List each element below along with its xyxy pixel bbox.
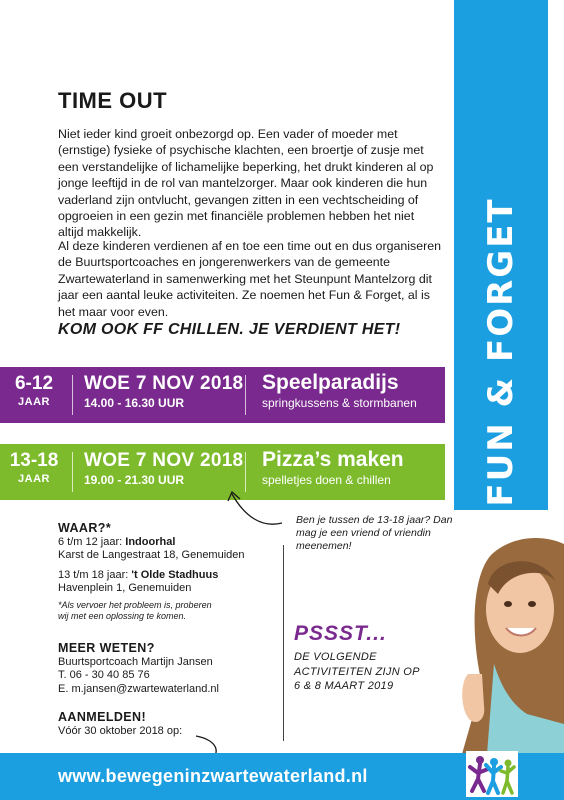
signup-section — [58, 711, 182, 738]
page-title: TIME OUT — [58, 88, 168, 113]
intro-paragraph: Niet ieder kind groeit onbezorgd op. Een vader of moeder met (ernstige) fysieke of psychische klachten, een broertje of zusje met een verstandelijke of lichamelijke beperking, het drukt kinderen al op jonge leeftijd in de rol van mantelzorger. Maar ook kinderen die hun vaderland zijn ontvlucht, gevangen zitten in een vechtscheiding of opgroeien in een gezin met financiële problemen hebben het niet altijd makkelijk. — [58, 127, 434, 240]
event-time: 19.00 - 21.30 UUR — [84, 473, 185, 487]
sidebar-title: FUN & FORGET — [481, 197, 521, 507]
friend-note: Ben je tussen de 13-18 jaar? Dan mag je een vriend of vriendin meenemen! — [296, 514, 453, 552]
event-date-block — [84, 450, 243, 488]
signup-deadline: Vóór 30 oktober 2018 op: — [58, 724, 183, 737]
footer-website-link[interactable]: www.bewegeninzwartewaterland.nl — [58, 766, 368, 786]
upcoming-line-1: DE VOLGENDE — [294, 651, 377, 663]
contact-heading: MEER WETEN? — [58, 641, 155, 655]
contact-section — [58, 642, 219, 696]
event-band-13-18 — [0, 444, 445, 500]
band-divider — [245, 375, 246, 415]
pssst-heading: PSSST... — [294, 622, 387, 645]
transport-note-line1: *Als vervoer het probleem is, proberen — [58, 599, 212, 610]
location-1-name: Indoorhal — [125, 535, 176, 548]
upcoming-line-3: 6 & 8 MAART 2019 — [294, 680, 394, 692]
location-1 — [58, 536, 245, 550]
slogan: KOM OOK FF CHILLEN. JE VERDIENT HET! — [58, 321, 401, 338]
contact-name: Buurtsportcoach Martijn Jansen — [58, 655, 213, 668]
location-1-address: Karst de Langestraat 18, Genemuiden — [58, 549, 245, 561]
location-section — [58, 522, 245, 622]
event-age — [0, 373, 68, 409]
location-2-prefix: 13 t/m 18 jaar: — [58, 568, 132, 581]
location-2 — [58, 569, 245, 583]
event-age-unit: JAAR — [18, 396, 50, 408]
event-activity-block — [262, 371, 417, 411]
upcoming-activities — [294, 650, 420, 694]
location-heading: WAAR?* — [58, 521, 112, 535]
event-band-6-12 — [0, 367, 445, 423]
upcoming-line-2: ACTIVITEITEN ZIJN OP — [294, 665, 420, 678]
contact-email[interactable]: E. m.jansen@zwartewaterland.nl — [58, 682, 219, 695]
event-details: spelletjes doen & chillen — [262, 473, 391, 487]
signup-heading: AANMELDEN! — [58, 710, 147, 724]
event-details: springkussens & stormbanen — [262, 396, 417, 410]
column-divider — [283, 545, 284, 741]
event-activity: Speelparadijs — [262, 371, 399, 394]
event-date: WOE 7 NOV 2018 — [84, 450, 244, 471]
event-date: WOE 7 NOV 2018 — [84, 373, 244, 394]
event-age — [0, 450, 68, 486]
event-time: 14.00 - 16.30 UUR — [84, 396, 185, 410]
event-age-unit: JAAR — [18, 473, 50, 485]
organisation-paragraph: Al deze kinderen verdienen af en toe een time out en dus organiseren de Buurtsportcoaches en jongerenwerkers van de gemeente Zwartewaterland in samenwerking met het Steunpunt Mantelzorg dit jaar een aantal leuke activiteiten. Ze noemen het Fun & Forget, al is het maar voor even. — [58, 239, 441, 319]
sport-figures-logo — [466, 751, 518, 797]
location-1-prefix: 6 t/m 12 jaar: — [58, 535, 126, 548]
location-2-name: 't Olde Stadhuus — [131, 568, 219, 581]
band-divider — [245, 452, 246, 492]
girl-photo — [432, 514, 564, 754]
event-activity: Pizza’s maken — [262, 448, 404, 471]
event-age-range: 6-12 — [14, 373, 54, 394]
event-date-block — [84, 373, 243, 411]
location-2-address: Havenplein 1, Genemuiden — [58, 582, 192, 594]
transport-note-line2: wij met een oplossing te komen. — [58, 610, 187, 621]
event-activity-block — [262, 448, 404, 488]
contact-phone[interactable]: T. 06 - 30 40 85 76 — [58, 669, 150, 681]
event-age-range: 13-18 — [9, 450, 59, 471]
band-divider — [72, 452, 73, 492]
band-divider — [72, 375, 73, 415]
